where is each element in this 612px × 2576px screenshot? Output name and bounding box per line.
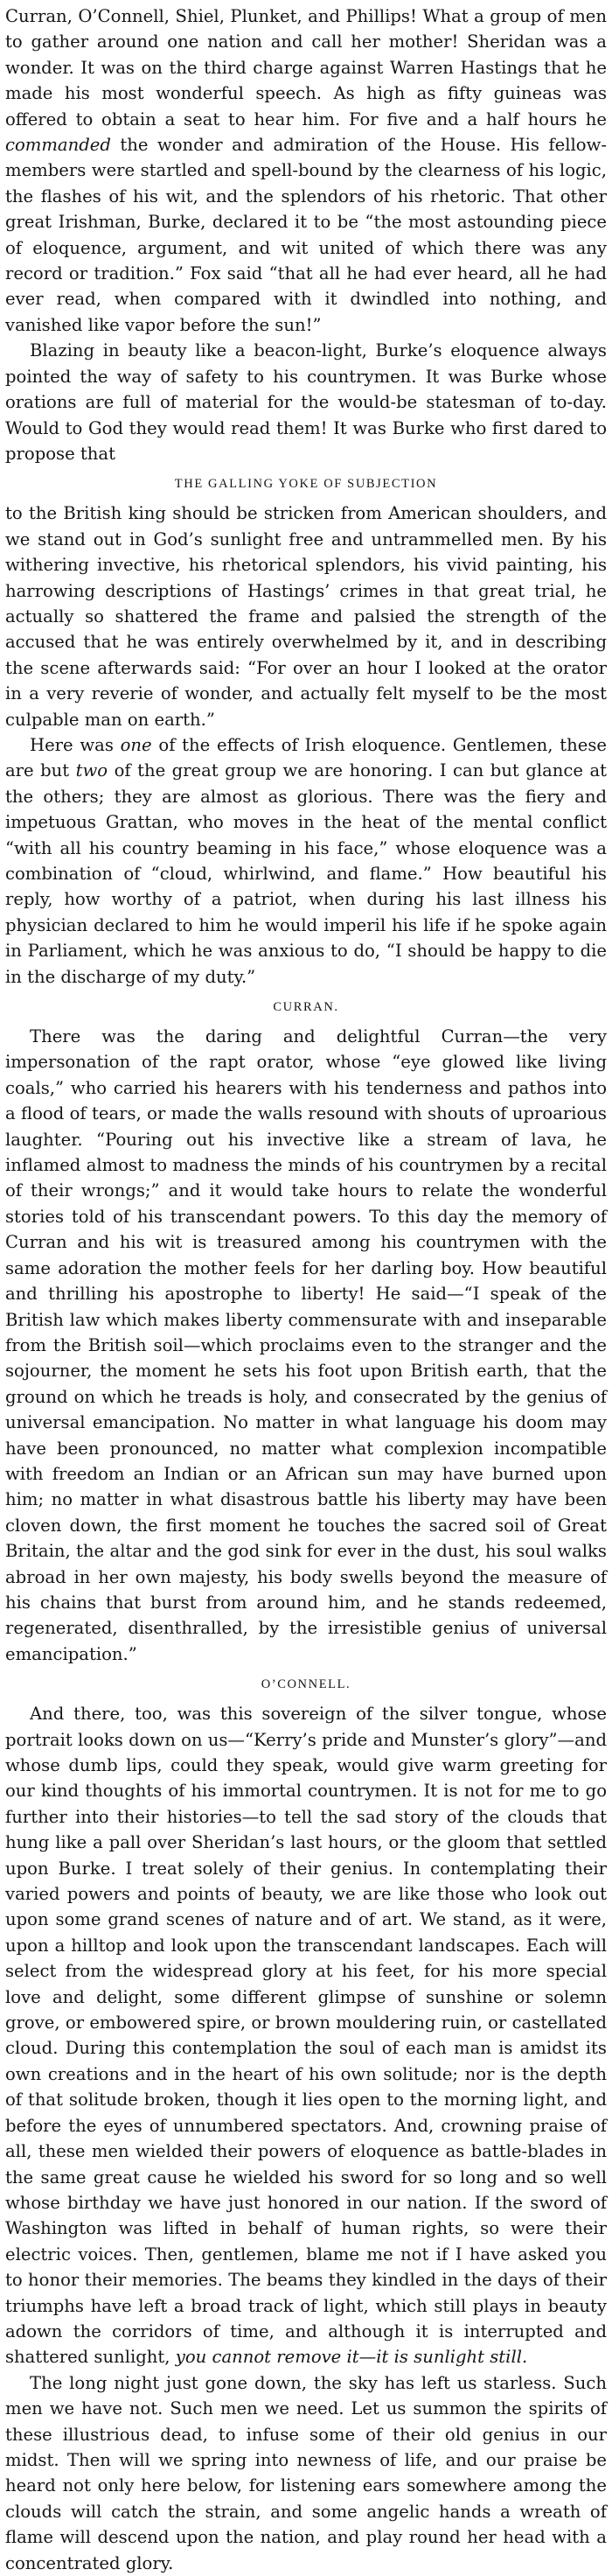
paragraph-text: of the great group we are honoring. I can but glance at the others; they are almost as glorious. There was the fiery and impetuous Grattan, who moves in the heat of the mental conflict “with all his country beaming in his face,” whose eloquence was a combination of “cloud, whirlwind, and flame.” How beautiful his reply, how worthy of a patriot, when during his last illness his physician declared to him he would imperil his life if he spoke again in Parliament, which he was anxious to do, “I should be happy to die in the discharge of my duty.”	[5, 760, 607, 987]
section-heading-curran: CURRAN.	[273, 1000, 339, 1015]
paragraph-grattan	[5, 732, 607, 990]
paragraph-text: Curran, O’Connell, Shiel, Plunket, and Phillips! What a group of men to gather around one nation and call her mother! Sheridan was a wonder. It was on the third charge against Warren Hastings that he made his most wonderful speech. As high as fifty guineas was offered to obtain a seat to hear him. For five and a half hours he	[5, 6, 607, 130]
section-heading-oconnell: O’CONNELL.	[261, 1677, 351, 1692]
emphasis-text: you cannot remove it—it is sunlight still.	[175, 2347, 528, 2368]
paragraph-text: of the effects of Irish eloquence. Gentlemen, these are but	[5, 734, 608, 781]
paragraph-conclusion: The long night just gone down, the sky has left us starless. Such men we have not. Such men we need. Let us summon the spirits of these illustrious dead, to infuse some of their old genius in our midst. Then will we spring into newness of life, and our praise be heard not only here below, for listening ears somewhere among the clouds will catch the strain, and some angelic hands a wreath of flame will descend upon the nation, and play round her head with a concentrated glory.	[5, 2372, 607, 2573]
paragraph-text: And there, too, was this sovereign of the silver tongue, whose portrait looks down on us—“Kerry’s pride and Munster’s glory”—and whose dumb lips, could they speak, would give warm greeting for our kind thoughts of his immortal countrymen. It is not for me to go further into their histories—to tell the sad story of the clouds that hung like a pall over Sheridan’s last hours, or the gloom that settled upon Burke. I treat solely of their genius. In contemplating their varied powers and points of beauty, we are like those who look out upon some grand scenes of nature and of art. We stand, as it were, upon a hilltop and look upon the transcendant landscapes. Each will select from the widespread glory at his feet, for his more special love and delight, some different glimpse of sunshine or solemn grove, or embowered spire, or brown mouldering ruin, or castellated cloud. During this contemplation the soul of each man is amidst its own creations and in the heart of his own solitude; nor is the depth of that solitude broken, though it lies open to the morning light, and before the eyes of unnumbered spectators. And, crowning praise of all, these men wielded their powers of eloquence as battle-blades in the same great cause he wielded his sword for so long and so well whose birthday we have just honored in our nation. If the sword of Washington was lifted in behalf of human rights, so were their electric voices. Then, gentlemen, blame me not if I have asked you to honor their memories. The beams they kindled in the days of their triumphs have left a broad track of light, which still plays in beauty adown the corridors of time, and although it is interrupted and shattered sunlight,	[5, 1704, 607, 2368]
paragraph-sheridan	[5, 4, 607, 338]
paragraph-burke: Blazing in beauty like a beacon-light, Burke’s eloquence always pointed the way of safety to his countrymen. It was Burke whose orations are full of material for the would-be statesman of to-day. Would to God they would read them! It was Burke who first dared to propose that	[5, 340, 607, 464]
section-heading-galling-yoke: THE GALLING YOKE OF SUBJECTION	[174, 477, 438, 492]
emphasis-text: commanded	[5, 135, 111, 156]
paragraph-text: the wonder and admiration of the House. His fellow-members were startled and spell-bound by the clearness of his logic, the flashes of his wit, and the splendors of his rhetoric. That other great Irishman, Burke, declared it to be “the most astounding piece of eloquence, argument, and wit united of which there was any record or tradition.” Fox said “that all he had ever heard, all he had ever read, when compared with it dwindled into nothing, and vanished like vapor before the sun!”	[5, 135, 607, 335]
emphasis-text: one	[120, 734, 152, 755]
paragraph-text: Here was	[30, 734, 121, 755]
paragraph-oconnell	[5, 1701, 607, 2370]
paragraph-curran: There was the daring and delightful Curran—the very impersonation of the rapt orator, whose “eye glowed like living coals,” who carried his hearers with his tenderness and pathos into a flood of tears, or made the walls resound with shouts of uproarious laughter. “Pouring out his invective like a stream of lava, he inflamed almost to madness the minds of his countrymen by a recital of their wrongs;” and it would take hours to relate the wonderful stories told of his transcendant powers. To this day the memory of Curran and his wit is treasured among his countrymen with the same adoration the mother feels for her darling boy. How beautiful and thrilling his apostrophe to liberty! He said—“I speak of the British law which makes liberty commensurate with and inseparable from the British soil—which proclaims even to the stranger and the sojourner, the moment he sets his foot upon British earth, that the ground on which he treads is holy, and consecrated by the genius of universal emancipation. No matter in what language his doom may have been pronounced, no matter what complexion incompatible with freedom an Indian or an African sun may have burned upon him; no matter in what disastrous battle his liberty may have been cloven down, the first moment he touches the sacred soil of Great Britain, the altar and the god sink for ever in the dust, his soul walks abroad in her own majesty, his body swells beyond the measure of his chains that burst from around him, and he stands redeemed, regenerated, disenthralled, by the irresistible genius of universal emancipation.”	[5, 1026, 607, 1664]
emphasis-text: two	[75, 760, 108, 781]
paragraph-british-king: to the British king should be stricken from American shoulders, and we stand out in God’s sunlight free and untrammelled men. By his withering invective, his rhetorical splendors, his vivid painting, his harrowing descriptions of Hastings’ crimes in that great trial, he actually so shattered the frame and palsied the strength of the accused that he was entirely overwhelmed by it, and in describing the scene afterwards said: “For over an hour I looked at the orator in a very reverie of wonder, and actually felt myself to be the most culpable man on earth.”	[5, 503, 607, 730]
article-page	[5, 4, 607, 2576]
